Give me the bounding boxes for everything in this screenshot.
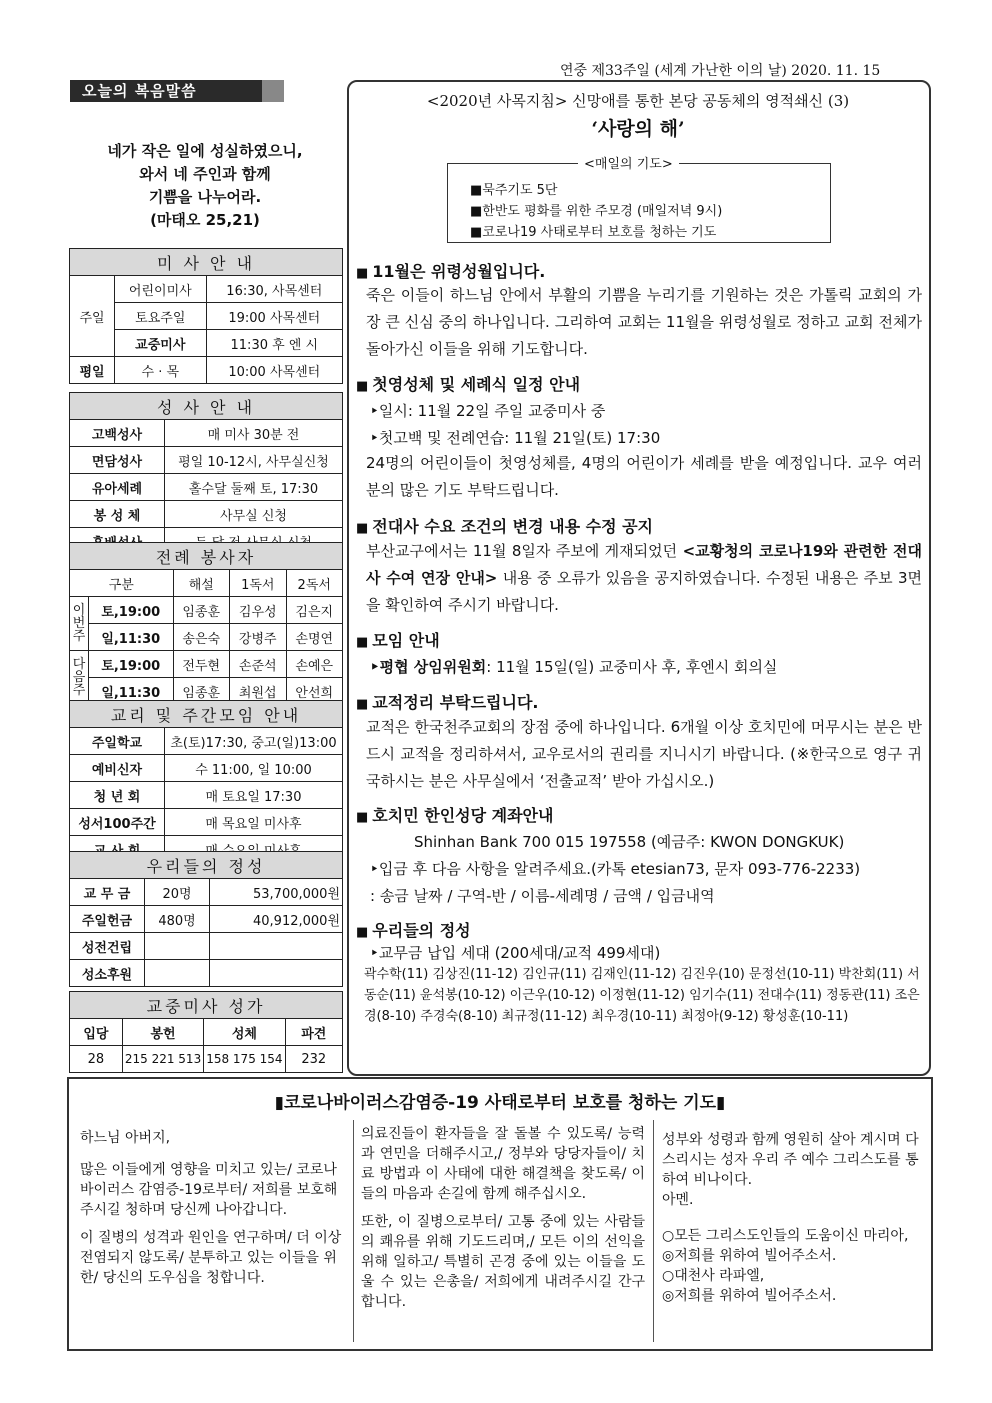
- litany-line: ○모든 그리스도인들의 도움이신 마리아,: [662, 1228, 909, 1244]
- hymn-header: 성체: [204, 1019, 285, 1046]
- server-name: 안선희: [286, 678, 343, 705]
- server-name: 송은숙: [173, 624, 229, 651]
- server-slot: 일,11:30: [89, 678, 174, 705]
- section-text: 24명의 어린이들이 첫영성체를, 4명의 어린이가 세례를 받을 예정입니다. 교우 여러분의 많은 기도 부탁드립니다.: [366, 454, 922, 499]
- mass-section-title: 미 사 안 내: [70, 249, 343, 276]
- prayer-item: ■묵주기도 5단: [470, 183, 558, 198]
- hymn-header: 입당: [70, 1019, 123, 1046]
- prayer-amen: 아멘.: [662, 1192, 694, 1208]
- bullet-text: ‣첫고백 및 전례연습: 11월 21일(토) 17:30: [370, 429, 661, 447]
- hymns-section-title: 교중미사 성가: [70, 992, 343, 1019]
- year-theme: ‘사랑의 해’: [591, 118, 685, 140]
- weekday-label: 평일: [70, 357, 115, 384]
- meeting-name: 주일학교: [70, 728, 165, 755]
- servers-header: 1독서: [230, 570, 286, 597]
- hymn-header: 봉헌: [122, 1019, 203, 1046]
- server-name: 김우성: [230, 597, 286, 624]
- litany-line: ◎저희를 위하여 빌어주소서.: [662, 1288, 837, 1304]
- prayer-paragraph: 의료진들이 환자들을 잘 돌볼 수 있도록/ 능력과 연민을 더해주시고,/ 정부와 당당자들이/ 치료 방법과 이 사태에 대한 해결책을 찾도록/ 이들의 마음과 손길에 함께 해주십시오.: [361, 1126, 645, 1202]
- bullet-text: ‣교무금 납입 세대 (200세대/교적 499세대): [370, 944, 661, 962]
- column-divider: [353, 1120, 354, 1342]
- meeting-name: 청 년 회: [70, 782, 165, 809]
- section-title: ■ 첫영성체 및 세례식 일정 안내: [356, 372, 580, 395]
- mass-name: 토요주일: [115, 303, 207, 330]
- column-divider: [653, 1120, 654, 1342]
- meeting-time: 매 목요일 미사후: [165, 809, 343, 836]
- prayer-column-3: [662, 1130, 924, 1306]
- servers-header: 해설: [173, 570, 229, 597]
- prayer-paragraph: 이 질병의 성격과 원인을 연구하며/ 더 이상 전염되지 않도록/ 분투하고 있는 이들을 위한/ 당신의 도우심을 청합니다.: [80, 1230, 342, 1286]
- sacrament-name: 면담성사: [70, 447, 165, 474]
- prayer-paragraph: 많은 이들에게 영향을 미치고 있는/ 코로나 바이러스 감염증-19로부터/ 저희를 보호해주시길 청하며 당신께 나아갑니다.: [80, 1162, 338, 1218]
- section-title: ■ 전대사 수요 조건의 변경 내용 수정 공지: [356, 514, 653, 537]
- bank-account: Shinhan Bank 700 015 197558 (예금주: KWON DONGKUK): [414, 833, 845, 851]
- offering-count: [145, 933, 210, 960]
- offerings-section-title: 우리들의 정성: [70, 852, 343, 879]
- servers-section-title: 전례 봉사자: [70, 543, 343, 570]
- donor-list: 곽수학(11) 김상진(11-12) 김인규(11) 김재인(11-12) 김진우(10) 문정선(10-11) 박찬회(11) 서동순(11) 윤석봉(10-12) 이근우(10-12) 이정현(11-12) 임기수(11) 전대수(11) 정동관(11) 조은경(8-10) 주경숙(8-10) 최규정(11-12) 최우경(10-11) 최정아(9-12) 황성훈(10-11): [364, 967, 920, 1024]
- corona-prayer-title: ▮코로나바이러스감염증-19 사태로부터 보호를 청하는 기도▮: [274, 1093, 726, 1113]
- hymn-number: 28: [70, 1046, 123, 1073]
- section-title: ■ 호치민 한인성당 계좌안내: [356, 803, 553, 826]
- meeting-time: 초(토)17:30, 중고(일)13:00: [165, 728, 343, 755]
- gospel-verse: [70, 140, 340, 232]
- prayer-paragraph: 성부와 성령과 함께 영원히 살아 계시며 다스리시는 성자 우리 주 예수 그리스도를 통하여 비나이다.: [662, 1132, 919, 1188]
- offering-type: 성전건립: [70, 933, 145, 960]
- mass-name: 수 · 목: [115, 357, 207, 384]
- prayer-paragraph: 또한, 이 질병으로부터/ 고통 중에 있는 사람들의 쾌유를 위해 기도드리며,/ 모든 이의 선익을 위해 일하고/ 특별히 곤경 중에 있는 이들을 도울 수 있는 은총을/ 저희에게 내려주시길 간구합니다.: [361, 1214, 645, 1310]
- daily-prayer-label: <매일의 기도>: [578, 153, 679, 172]
- verse-line: 와서 네 주인과 함께: [139, 165, 271, 183]
- offering-amount: [210, 960, 343, 987]
- meetings-section-title: 교리 및 주간모임 안내: [70, 701, 343, 728]
- sacrament-table: [69, 392, 343, 555]
- verse-line: 기쁨을 나누어라.: [148, 188, 262, 206]
- meeting-name: 성서100주간: [70, 809, 165, 836]
- server-name: 김은지: [286, 597, 343, 624]
- server-name: 임종훈: [173, 597, 229, 624]
- this-week-label: 이번주: [70, 597, 89, 651]
- section-title: ■ 11월은 위령성월입니다.: [356, 259, 545, 282]
- server-name: 최원섭: [230, 678, 286, 705]
- sacrament-info: 평일 10-12시, 사무실신청: [165, 447, 343, 474]
- offering-amount: [210, 933, 343, 960]
- offering-count: 480명: [145, 906, 210, 933]
- servers-header: 구분: [70, 570, 174, 597]
- server-name: 임종훈: [173, 678, 229, 705]
- prayer-item: ■한반도 평화를 위한 주모경 (매일저녁 9시): [470, 204, 723, 219]
- offering-type: 성소후원: [70, 960, 145, 987]
- server-slot: 일,11:30: [89, 624, 174, 651]
- offerings-table: [69, 851, 343, 987]
- server-name: 손명연: [286, 624, 343, 651]
- pastoral-guide-title: <2020년 사목지침> 신망애를 통한 본당 공동체의 영적쇄신 (3): [426, 92, 850, 110]
- server-name: 전두현: [173, 651, 229, 678]
- sacrament-name: 고백성사: [70, 420, 165, 447]
- mass-name: 교중미사: [115, 330, 207, 357]
- bullet-text: ‣평협 상임위원회: 11월 15일(일) 교중미사 후, 후엔시 회의실: [370, 658, 778, 676]
- section-title: ■ 모임 안내: [356, 628, 440, 651]
- hymn-number: 232: [285, 1046, 342, 1073]
- meetings-table: [69, 700, 343, 863]
- daily-prayer-list: [470, 180, 722, 243]
- next-week-label: 다음주: [70, 651, 89, 705]
- offering-amount: 53,700,000원: [210, 879, 343, 906]
- server-name: 손예은: [286, 651, 343, 678]
- verse-reference: (마태오 25,21): [150, 211, 260, 229]
- sacrament-info: 홀수달 둘째 토, 17:30: [165, 474, 343, 501]
- section-text: 교적은 한국천주교회의 장점 중에 하나입니다. 6개월 이상 호치민에 머무시는 분은 반드시 교적을 정리하셔서, 교우로서의 권리를 지니시기 바랍니다. (※한국으로 영구 귀국하시는 분은 사무실에서 ‘전출교적’ 받아 가십시오.): [366, 718, 922, 790]
- offering-count: 20명: [145, 879, 210, 906]
- gospel-title: 오늘의 복음말씀: [70, 80, 284, 102]
- prayer-column-1: [80, 1128, 348, 1288]
- bullet-text: ‣입금 후 다음 사항을 알려주세요.(카톡 etesian73, 문자 093-776-2233): [370, 860, 861, 878]
- mass-time: 19:00 사목센터: [206, 303, 342, 330]
- hymn-header: 파견: [285, 1019, 342, 1046]
- litany-line: ○대천사 라파엘,: [662, 1268, 765, 1284]
- hymn-number: 158 175 154: [204, 1046, 285, 1073]
- server-name: 손준석: [230, 651, 286, 678]
- meeting-name: 예비신자: [70, 755, 165, 782]
- bulletin-date: 연중 제33주일 (세계 가난한 이의 날) 2020. 11. 15: [560, 63, 881, 79]
- offering-count: [145, 960, 210, 987]
- offering-type: 교 무 금: [70, 879, 145, 906]
- mass-name: 어린이미사: [115, 276, 207, 303]
- offering-type: 주일헌금: [70, 906, 145, 933]
- offering-amount: 40,912,000원: [210, 906, 343, 933]
- prayer-paragraph: 하느님 아버지,: [80, 1130, 171, 1146]
- meeting-time: 수 11:00, 일 10:00: [165, 755, 343, 782]
- section-title: ■ 우리들의 정성: [356, 918, 471, 941]
- server-slot: 토,19:00: [89, 651, 174, 678]
- verse-line: 네가 작은 일에 성실하였으니,: [107, 142, 303, 160]
- sacrament-name: 유아세례: [70, 474, 165, 501]
- sacrament-info: 매 미사 30분 전: [165, 420, 343, 447]
- prayer-item: ■코로나19 사태로부터 보호를 청하는 기도: [470, 225, 717, 240]
- servers-header: 2독서: [286, 570, 343, 597]
- section-text: 부산교구에서는 11월 8일자 주보에 게재되었던 <교황청의 코로나19와 관련한 전대사 수여 연장 안내> 내용 중 오류가 있음을 공지하였습니다. 수정된 내용은 주보 3면을 확인하여 주시기 바랍니다.: [366, 542, 922, 614]
- section-text: 죽은 이들이 하느님 안에서 부활의 기쁨을 누리기를 기원하는 것은 가톨릭 교회의 가장 큰 신심 중의 하나입니다. 그리하여 교회는 11월을 위령성월로 정하고 교회 전체가 돌아가신 이들을 위해 기도합니다.: [366, 286, 922, 358]
- server-slot: 토,19:00: [89, 597, 174, 624]
- server-name: 강병주: [230, 624, 286, 651]
- hymns-table: [69, 991, 343, 1073]
- mass-time: 16:30, 사목센터: [206, 276, 342, 303]
- servers-table: [69, 542, 343, 705]
- sacrament-section-title: 성 사 안 내: [70, 393, 343, 420]
- mass-time: 11:30 후 엔 시: [206, 330, 342, 357]
- prayer-column-2: [361, 1124, 645, 1312]
- mass-time: 10:00 사목센터: [206, 357, 342, 384]
- sunday-label: 주일: [70, 276, 115, 357]
- hymn-number: 215 221 513: [122, 1046, 203, 1073]
- litany-line: ◎저희를 위하여 빌어주소서.: [662, 1248, 837, 1264]
- info-table: [69, 248, 343, 384]
- sacrament-name: 봉 성 체: [70, 501, 165, 528]
- sacrament-info: 사무실 신청: [165, 501, 343, 528]
- section-title: ■ 교적정리 부탁드립니다.: [356, 690, 539, 713]
- bullet-text: ‣일시: 11월 22일 주일 교중미사 중: [370, 402, 606, 420]
- meeting-time: 매 토요일 17:30: [165, 782, 343, 809]
- bullet-text: : 송금 날짜 / 구역-반 / 이름-세례명 / 금액 / 입금내역: [370, 887, 715, 905]
